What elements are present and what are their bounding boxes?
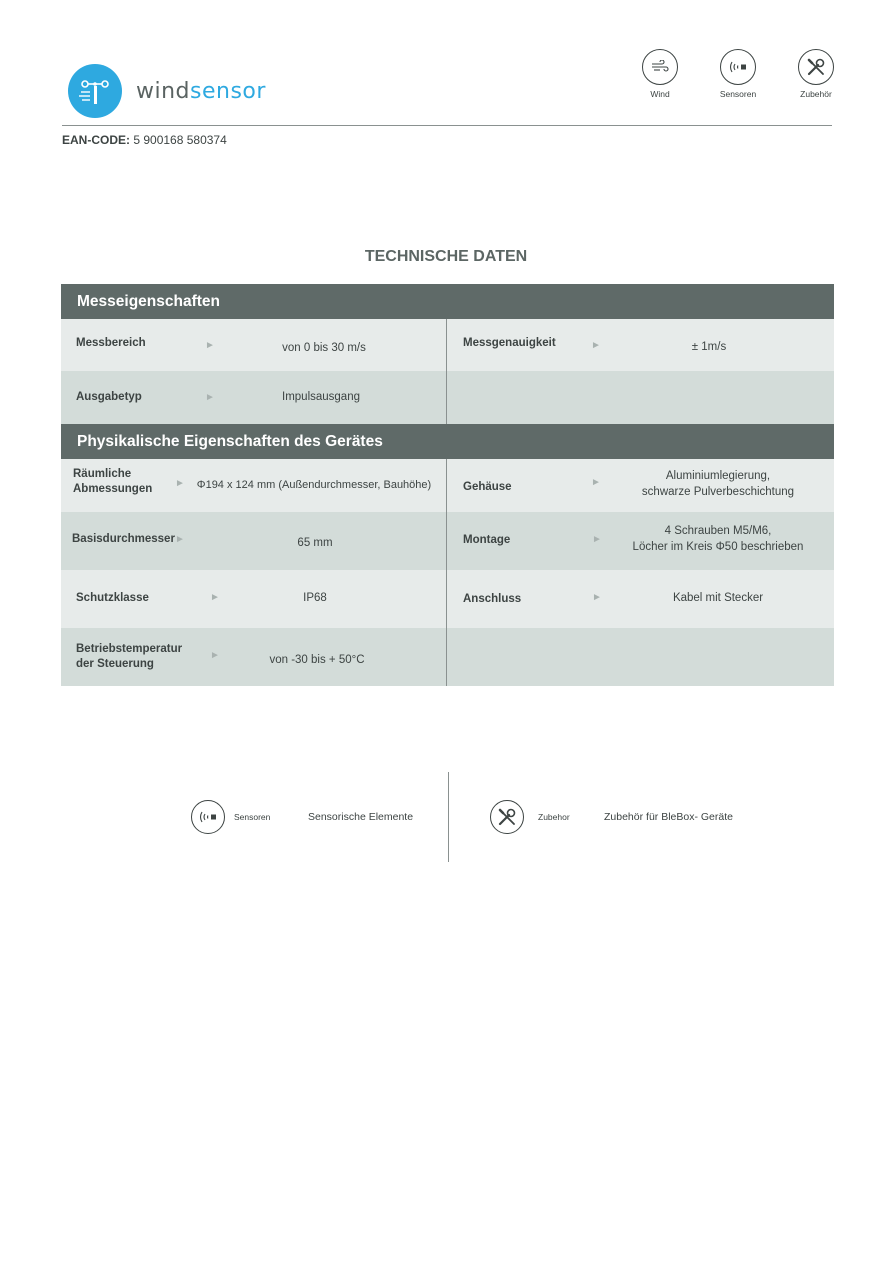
sensor-waves-icon [191, 800, 225, 834]
group-header-measurement: Messeigenschaften [61, 284, 834, 319]
spec-label: Gehäuse [463, 481, 512, 493]
anemometer-logo-icon [68, 64, 122, 118]
spec-label-line: Abmessungen [73, 483, 153, 495]
spec-label-line: der Steuerung [76, 658, 154, 670]
legend-name: Sensoren [234, 812, 271, 822]
ean-code [62, 133, 227, 147]
category-wind [642, 49, 678, 99]
table-row [61, 570, 834, 628]
spec-label: Schutzklasse [76, 592, 149, 604]
table-row [61, 371, 834, 424]
spec-value: 65 mm [297, 537, 333, 549]
table-row [61, 319, 834, 371]
header-divider [62, 125, 832, 126]
spec-value: von -30 bis + 50°C [269, 654, 365, 666]
spec-cell-empty [447, 371, 834, 424]
category-accessories [798, 49, 834, 99]
logo-text-wind: wind [136, 78, 191, 104]
arrow-icon: ► [591, 340, 601, 351]
spec-value: von 0 bis 30 m/s [282, 342, 366, 354]
arrow-icon: ► [592, 592, 602, 603]
spec-cell [61, 570, 447, 628]
tools-icon [490, 800, 524, 834]
category-sensors [720, 49, 756, 99]
spec-label: Messbereich [76, 337, 146, 349]
icon-legend [0, 772, 892, 862]
spec-label-line: Betriebstemperatur [76, 643, 183, 655]
section-title: TECHNISCHE DATEN [364, 248, 528, 265]
spec-value-line: 4 Schrauben M5/M6, [664, 525, 772, 537]
arrow-icon: ► [592, 534, 602, 545]
spec-label: Anschluss [463, 593, 522, 605]
arrow-icon: ► [591, 477, 601, 488]
spec-label [76, 642, 182, 672]
legend-description: Zubehör für BleBox- Geräte [604, 811, 733, 823]
legend-item-sensors [191, 800, 413, 834]
category-icons [642, 49, 834, 99]
logo-text-sensor: sensor [190, 78, 266, 104]
arrow-icon: ► [210, 650, 220, 661]
spec-value: IP68 [303, 592, 327, 604]
spec-label: Messgenauigkeit [463, 337, 556, 349]
spec-cell [61, 459, 447, 512]
ean-label: EAN-CODE: [62, 133, 130, 147]
spec-cell [61, 628, 447, 686]
wind-icon [642, 49, 678, 85]
spec-label-line: Räumliche [73, 468, 132, 480]
accessories-caption: Zubehör [800, 89, 832, 99]
arrow-icon: ► [205, 392, 215, 403]
arrow-icon: ► [175, 534, 185, 545]
spec-label: Basisdurchmesser [72, 533, 175, 545]
group-header-physical: Physikalische Eigenschaften des Gerätes [61, 424, 834, 459]
tech-data-table [61, 284, 834, 686]
spec-cell [61, 371, 447, 424]
legend-divider [448, 772, 449, 862]
arrow-icon: ► [205, 340, 215, 351]
spec-value [613, 468, 823, 500]
spec-value: Impulsausgang [282, 391, 360, 403]
spec-cell-empty [447, 628, 834, 686]
wind-caption: Wind [650, 89, 670, 99]
spec-cell [447, 570, 834, 628]
spec-value: Φ194 x 124 mm (Außendurchmesser, Bauhöhe) [196, 479, 432, 491]
legend-name: Zubehor [538, 812, 570, 822]
spec-value-line: Aluminiumlegierung, [665, 470, 771, 482]
spec-value-line: schwarze Pulverbeschichtung [641, 486, 795, 498]
spec-value: Kabel mit Stecker [672, 592, 764, 604]
table-row [61, 512, 834, 570]
spec-value: ± 1m/s [691, 341, 727, 353]
spec-value [613, 523, 823, 555]
legend-item-accessories [490, 800, 733, 834]
spec-cell [61, 512, 447, 570]
sensor-waves-icon [720, 49, 756, 85]
arrow-icon: ► [175, 478, 185, 489]
spec-cell [447, 319, 834, 371]
spec-cell [447, 512, 834, 570]
logo-wordmark [136, 79, 266, 104]
spec-cell [447, 459, 834, 512]
table-row [61, 459, 834, 512]
table-row [61, 628, 834, 686]
sensors-caption: Sensoren [719, 89, 757, 99]
legend-description: Sensorische Elemente [308, 811, 414, 823]
spec-label [73, 467, 152, 497]
arrow-icon: ► [210, 592, 220, 603]
tools-icon [798, 49, 834, 85]
spec-cell [61, 319, 447, 371]
windsensor-logo [68, 64, 266, 118]
spec-label: Montage [463, 534, 511, 546]
ean-value: 5 900168 580374 [133, 133, 227, 147]
spec-label: Ausgabetyp [76, 391, 142, 403]
spec-value-line: Löcher im Kreis Φ50 beschrieben [632, 541, 804, 553]
